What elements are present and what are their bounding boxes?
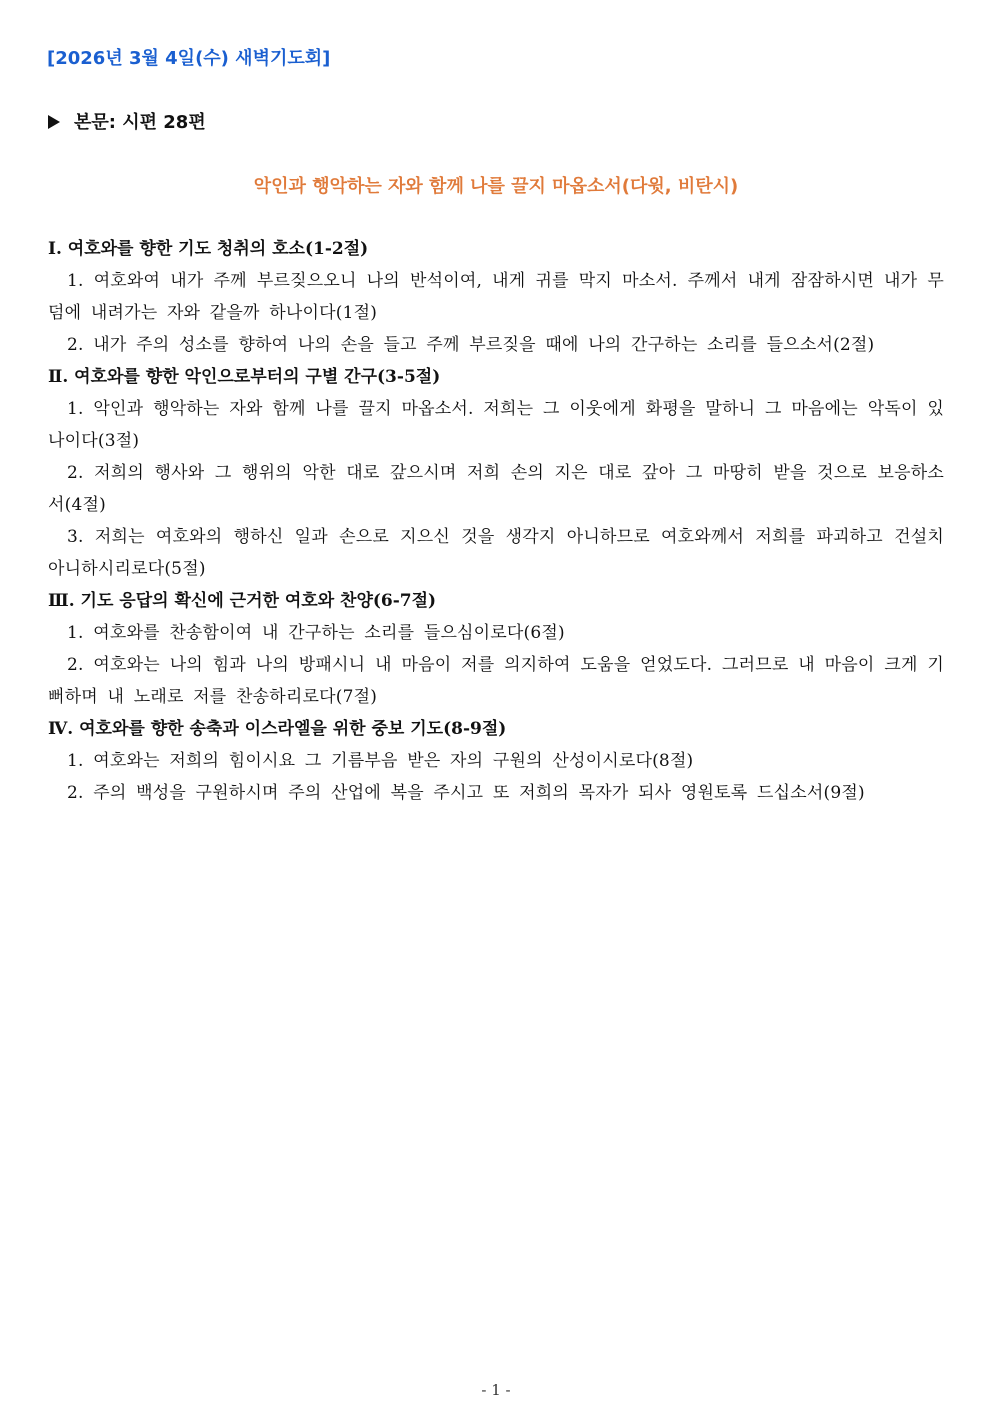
- sermon-outline: [48, 233, 944, 809]
- outline-item: 2. 여호와는 나의 힘과 나의 방패시니 내 마음이 저를 의지하여 도움을 얻었도다. 그러므로 내 마음이 크게 기뻐하며 내 노래로 저를 찬송하리로다(7절): [48, 655, 944, 707]
- outline-section-4: [48, 713, 944, 809]
- outline-item: 3. 저희는 여호와의 행하신 일과 손으로 지으신 것을 생각지 아니하므로 여호와께서 저희를 파괴하고 건설치 아니하시리로다(5절): [48, 527, 944, 579]
- outline-item: 1. 여호와는 저희의 힘이시요 그 기름부음 받은 자의 구원의 산성이시로다(8절): [67, 751, 694, 771]
- section-heading: Ⅲ. 기도 응답의 확신에 근거한 여호와 찬양(6-7절): [48, 591, 437, 611]
- outline-section-3: [48, 585, 944, 713]
- outline-item: 1. 여호와를 찬송함이여 내 간구하는 소리를 들으심이로다(6절): [67, 623, 565, 643]
- outline-section-2: [48, 361, 944, 585]
- passage-line: [48, 108, 206, 134]
- outline-item: 2. 저희의 행사와 그 행위의 악한 대로 갚으시며 저희 손의 지은 대로 갚아 그 마땅히 받을 것으로 보응하소서(4절): [48, 463, 944, 515]
- triangle-bullet-icon: [48, 115, 60, 129]
- passage-label: 본문: 시편 28편: [74, 112, 206, 133]
- sermon-title: 악인과 행악하는 자와 함께 나를 끌지 마옵소서(다윗, 비탄시): [253, 176, 739, 197]
- section-heading: Ⅱ. 여호와를 향한 악인으로부터의 구별 간구(3-5절): [48, 367, 441, 387]
- outline-item: 2. 주의 백성을 구원하시며 주의 산업에 복을 주시고 또 저희의 목자가 되사 영원토록 드십소서(9절): [67, 783, 865, 803]
- date-header: [2026년 3월 4일(수) 새벽기도회]: [47, 48, 331, 69]
- outline-item: 1. 악인과 행악하는 자와 함께 나를 끌지 마옵소서. 저희는 그 이웃에게 화평을 말하니 그 마음에는 악독이 있나이다(3절): [48, 399, 944, 451]
- outline-section-1: [48, 233, 944, 361]
- section-heading: Ⅳ. 여호와를 향한 송축과 이스라엘을 위한 중보 기도(8-9절): [48, 719, 507, 739]
- outline-item: 1. 여호와여 내가 주께 부르짖으오니 나의 반석이여, 내게 귀를 막지 마소서. 주께서 내게 잠잠하시면 내가 무덤에 내려가는 자와 같을까 하나이다(1절): [48, 271, 944, 323]
- section-heading: Ⅰ. 여호와를 향한 기도 청취의 호소(1-2절): [48, 239, 369, 259]
- page-number: - 1 -: [481, 1381, 511, 1399]
- outline-item: 2. 내가 주의 성소를 향하여 나의 손을 들고 주께 부르짖을 때에 나의 간구하는 소리를 들으소서(2절): [67, 335, 875, 355]
